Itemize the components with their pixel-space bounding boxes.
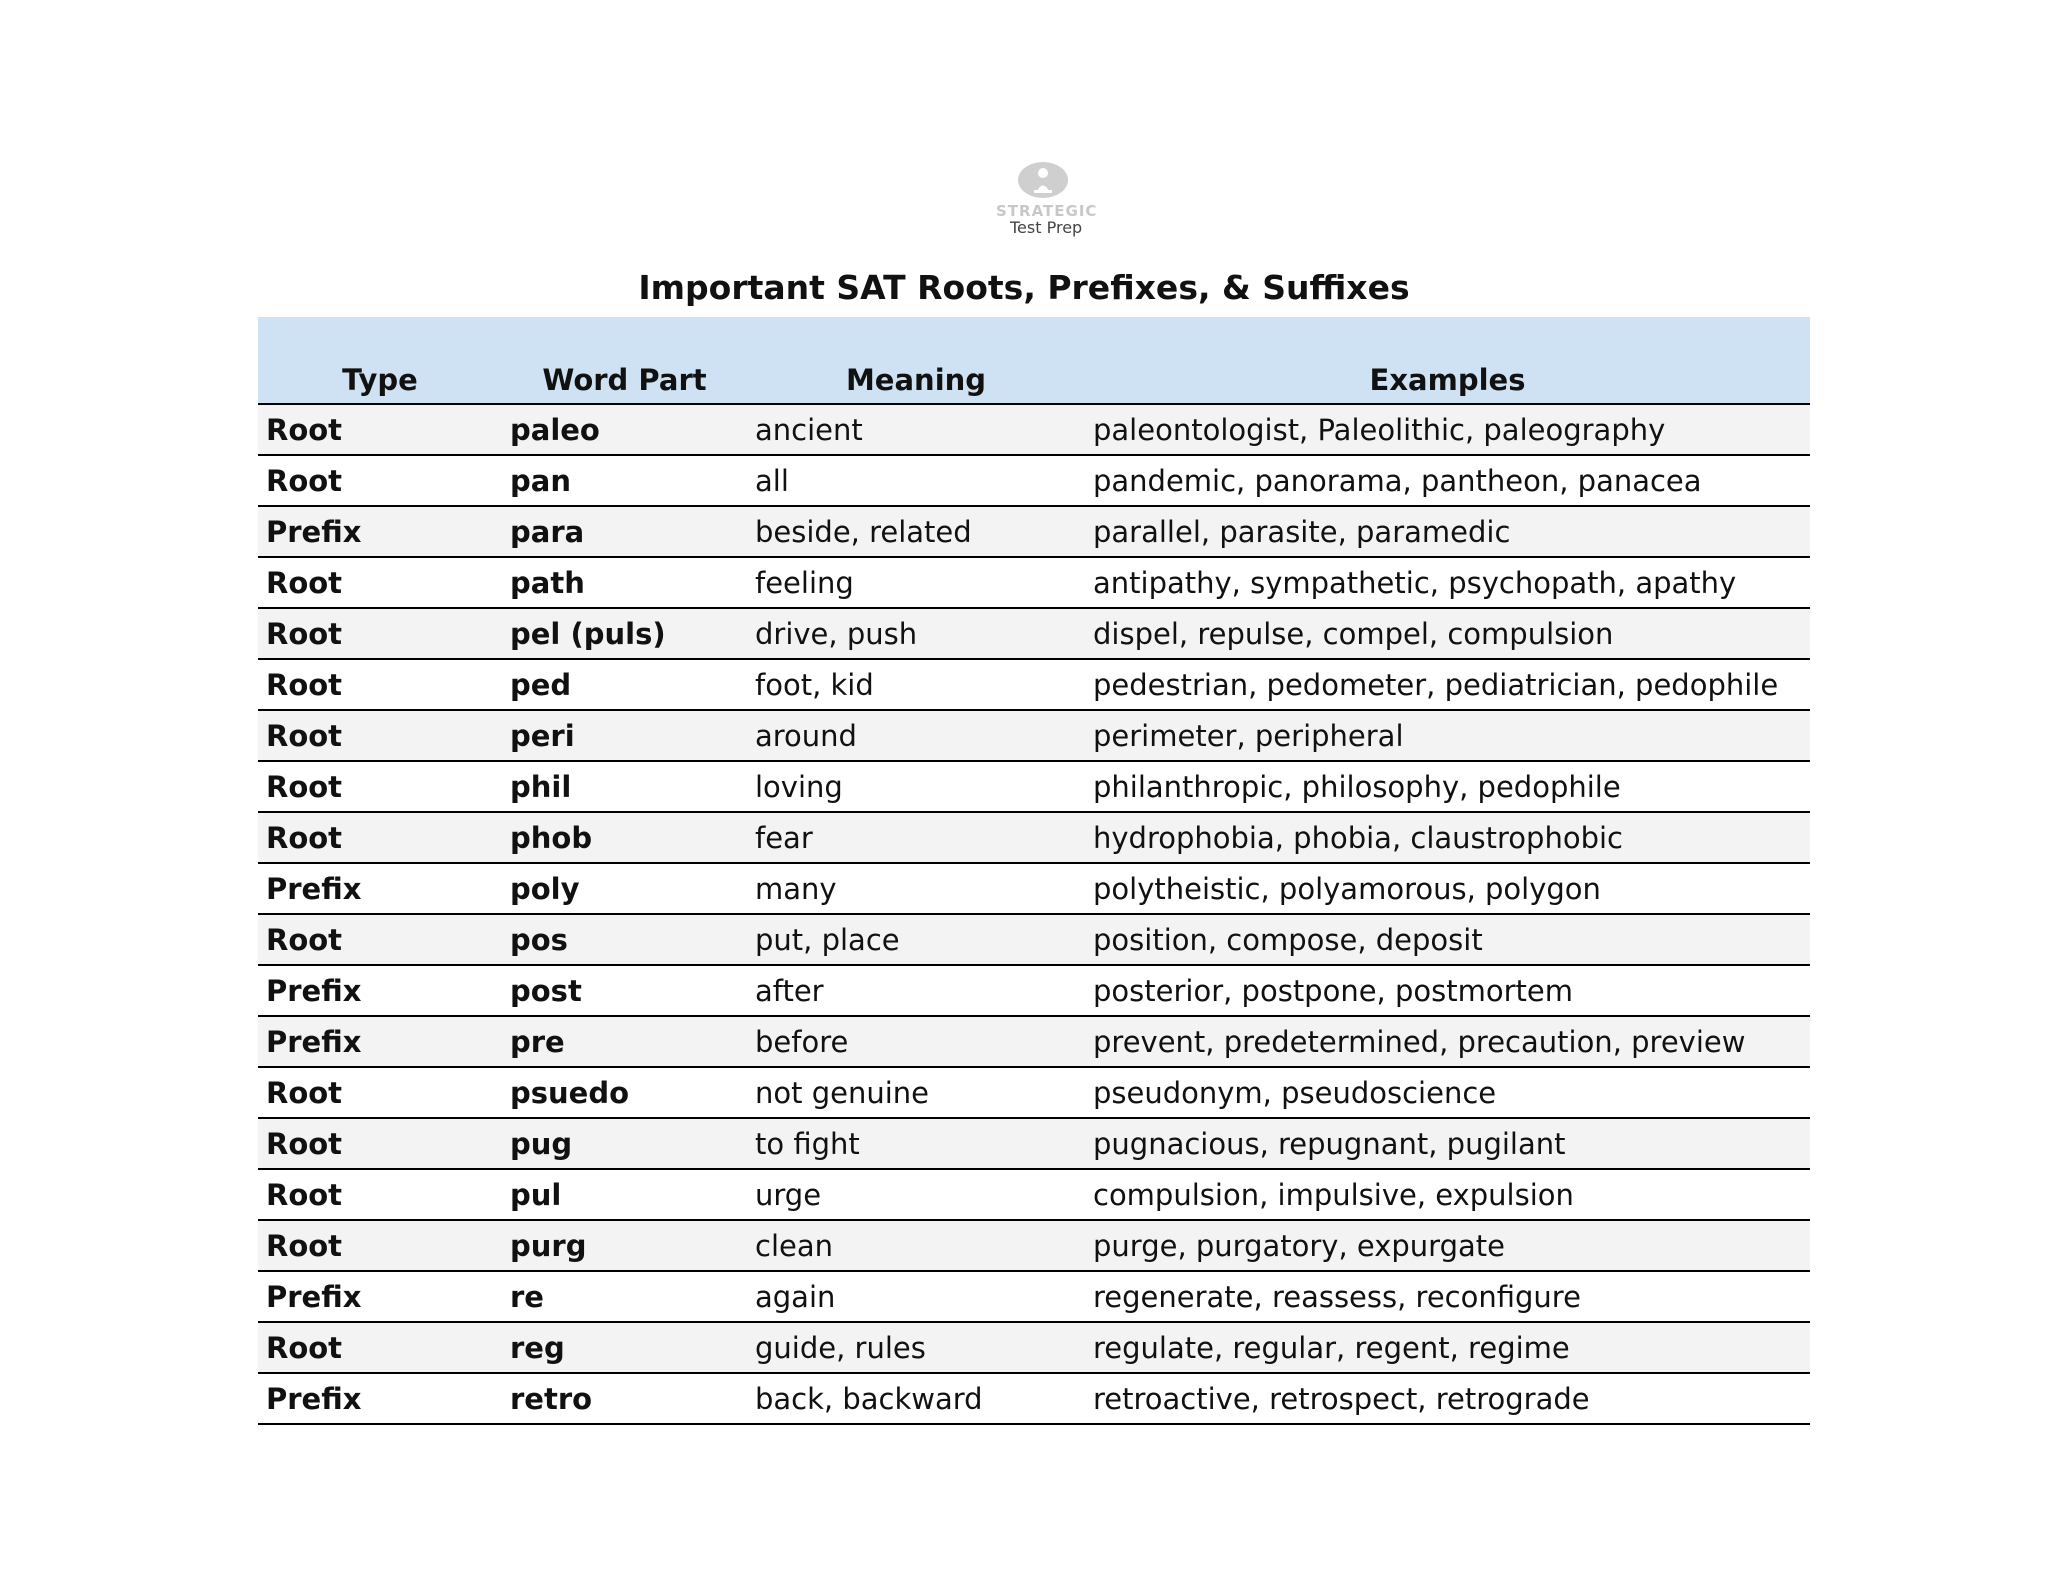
cell-meaning: clean — [747, 1220, 1085, 1271]
cell-meaning: not genuine — [747, 1067, 1085, 1118]
cell-examples: antipathy, sympathetic, psychopath, apathy — [1085, 557, 1810, 608]
cell-examples: position, compose, deposit — [1085, 914, 1810, 965]
cell-examples: posterior, postpone, postmortem — [1085, 965, 1810, 1016]
cell-word-part: pel (puls) — [502, 608, 747, 659]
cell-meaning: guide, rules — [747, 1322, 1085, 1373]
cell-word-part: paleo — [502, 404, 747, 455]
table-row — [258, 1067, 1810, 1118]
cell-word-part: reg — [502, 1322, 747, 1373]
cell-meaning: again — [747, 1271, 1085, 1322]
cell-type: Prefix — [258, 1016, 502, 1067]
cell-word-part: pan — [502, 455, 747, 506]
cell-word-part: post — [502, 965, 747, 1016]
word-parts-table — [258, 317, 1810, 1425]
cell-type: Prefix — [258, 506, 502, 557]
table-header-row — [258, 317, 1810, 404]
cell-meaning: around — [747, 710, 1085, 761]
table-row — [258, 1169, 1810, 1220]
table-row — [258, 1271, 1810, 1322]
cell-type: Prefix — [258, 965, 502, 1016]
cell-examples: purge, purgatory, expurgate — [1085, 1220, 1810, 1271]
header-meaning: Meaning — [747, 317, 1085, 404]
logo-text-primary: STRATEGIC — [996, 202, 1098, 220]
cell-type: Root — [258, 914, 502, 965]
cell-word-part: pos — [502, 914, 747, 965]
cell-meaning: beside, related — [747, 506, 1085, 557]
cell-word-part: purg — [502, 1220, 747, 1271]
cell-examples: dispel, repulse, compel, compulsion — [1085, 608, 1810, 659]
cell-word-part: pre — [502, 1016, 747, 1067]
cell-word-part: phil — [502, 761, 747, 812]
table-row — [258, 1373, 1810, 1424]
cell-examples: perimeter, peripheral — [1085, 710, 1810, 761]
table-row — [258, 761, 1810, 812]
cell-meaning: drive, push — [747, 608, 1085, 659]
cell-meaning: urge — [747, 1169, 1085, 1220]
table-row — [258, 608, 1810, 659]
cell-word-part: poly — [502, 863, 747, 914]
cell-type: Root — [258, 455, 502, 506]
cell-word-part: phob — [502, 812, 747, 863]
cell-type: Root — [258, 1118, 502, 1169]
table-row — [258, 1220, 1810, 1271]
cell-type: Root — [258, 761, 502, 812]
cell-type: Root — [258, 1067, 502, 1118]
cell-examples: hydrophobia, phobia, claustrophobic — [1085, 812, 1810, 863]
cell-examples: pugnacious, repugnant, pugilant — [1085, 1118, 1810, 1169]
header-type: Type — [258, 317, 502, 404]
cell-meaning: back, backward — [747, 1373, 1085, 1424]
cell-word-part: ped — [502, 659, 747, 710]
cell-examples: compulsion, impulsive, expulsion — [1085, 1169, 1810, 1220]
cell-meaning: feeling — [747, 557, 1085, 608]
cell-word-part: peri — [502, 710, 747, 761]
cell-type: Root — [258, 659, 502, 710]
header-examples: Examples — [1085, 317, 1810, 404]
logo-text-secondary: Test Prep — [1010, 218, 1083, 237]
cell-examples: regulate, regular, regent, regime — [1085, 1322, 1810, 1373]
chess-pawn-icon — [990, 160, 1087, 202]
cell-type: Root — [258, 1322, 502, 1373]
cell-word-part: pul — [502, 1169, 747, 1220]
cell-examples: parallel, parasite, paramedic — [1085, 506, 1810, 557]
cell-type: Root — [258, 557, 502, 608]
table-row — [258, 914, 1810, 965]
cell-word-part: para — [502, 506, 747, 557]
cell-meaning: after — [747, 965, 1085, 1016]
cell-type: Root — [258, 1169, 502, 1220]
cell-type: Prefix — [258, 1373, 502, 1424]
table-row — [258, 812, 1810, 863]
header-word-part: Word Part — [502, 317, 747, 404]
cell-meaning: foot, kid — [747, 659, 1085, 710]
cell-word-part: path — [502, 557, 747, 608]
table-row — [258, 1016, 1810, 1067]
cell-meaning: ancient — [747, 404, 1085, 455]
cell-meaning: fear — [747, 812, 1085, 863]
table-row — [258, 506, 1810, 557]
cell-type: Root — [258, 608, 502, 659]
cell-type: Root — [258, 404, 502, 455]
cell-examples: pedestrian, pedometer, pediatrician, pedophile — [1085, 659, 1810, 710]
cell-meaning: put, place — [747, 914, 1085, 965]
table-row — [258, 710, 1810, 761]
table-row — [258, 404, 1810, 455]
cell-meaning: before — [747, 1016, 1085, 1067]
cell-type: Prefix — [258, 1271, 502, 1322]
cell-examples: retroactive, retrospect, retrograde — [1085, 1373, 1810, 1424]
cell-word-part: retro — [502, 1373, 747, 1424]
table-row — [258, 1322, 1810, 1373]
cell-examples: philanthropic, philosophy, pedophile — [1085, 761, 1810, 812]
cell-type: Root — [258, 710, 502, 761]
cell-examples: polytheistic, polyamorous, polygon — [1085, 863, 1810, 914]
cell-examples: pandemic, panorama, pantheon, panacea — [1085, 455, 1810, 506]
logo — [990, 160, 1100, 240]
cell-word-part: re — [502, 1271, 747, 1322]
cell-word-part: pug — [502, 1118, 747, 1169]
cell-meaning: all — [747, 455, 1085, 506]
cell-word-part: psuedo — [502, 1067, 747, 1118]
table-row — [258, 557, 1810, 608]
table-row — [258, 659, 1810, 710]
cell-type: Prefix — [258, 863, 502, 914]
logo-clip — [990, 160, 1098, 240]
cell-type: Root — [258, 1220, 502, 1271]
cell-meaning: many — [747, 863, 1085, 914]
cell-examples: paleontologist, Paleolithic, paleography — [1085, 404, 1810, 455]
table-row — [258, 965, 1810, 1016]
cell-meaning: to fight — [747, 1118, 1085, 1169]
table-row — [258, 1118, 1810, 1169]
page-title: Important SAT Roots, Prefixes, & Suffixes — [638, 268, 1410, 307]
table-row — [258, 863, 1810, 914]
cell-examples: pseudonym, pseudoscience — [1085, 1067, 1810, 1118]
cell-examples: regenerate, reassess, reconfigure — [1085, 1271, 1810, 1322]
cell-type: Root — [258, 812, 502, 863]
table-row — [258, 455, 1810, 506]
cell-meaning: loving — [747, 761, 1085, 812]
cell-examples: prevent, predetermined, precaution, preview — [1085, 1016, 1810, 1067]
